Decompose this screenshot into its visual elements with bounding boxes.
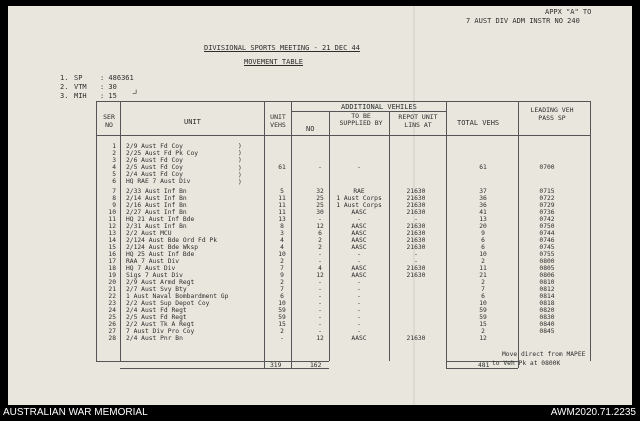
row-unit-vehs: 11 [278,202,286,209]
row-ser-no: 15 [108,244,116,251]
row-unit-vehs: 4 [280,237,284,244]
row-unit: 1 Aust Naval Bombardment Gp [126,293,229,300]
row-unit-vehs: 8 [280,223,284,230]
row-ser-no: 11 [108,216,116,223]
total-vehs: 481 [478,362,490,369]
row-report-at: - [414,251,418,258]
row-ser-no: 13 [108,230,116,237]
column-rule [329,111,330,361]
row-ser-no: 25 [108,314,116,321]
row-unit-vehs: 7 [280,265,284,272]
row-ser-no: 26 [108,321,116,328]
header-total-vehs: TOTAL VEHS [457,119,500,127]
row-additional-no: - [318,328,322,335]
row-report-at: 21630 [406,265,426,272]
row-total-vehs: 6 [481,244,485,251]
row-unit-vehs: 11 [278,195,286,202]
row-leading-veh: 0755 [539,251,555,258]
row-ser-no: 8 [112,195,116,202]
row-additional-no: 4 [318,265,322,272]
row-unit-vehs: 11 [278,209,286,216]
row-ser-no: 3 [112,157,116,164]
row-ser-no: 14 [108,237,116,244]
row28-note-line-1: Move direct from MAPEE [502,351,586,358]
row-leading-veh: 0845 [539,328,555,335]
row-leading-veh: 0722 [539,195,555,202]
row-unit: 7 Aust Div Pro Coy [126,328,195,335]
column-rule [389,111,390,361]
row-leading-veh: 0818 [539,300,555,307]
row-unit: HQ 25 Aust Inf Bde [126,251,195,258]
row-unit: RAA 7 Aust Div [126,258,180,265]
total-unit-vehs: 319 [270,362,282,369]
row-leading-veh: 0745 [539,244,555,251]
row-supplied-by: AASC [351,265,367,272]
note-value: : 15 [100,92,117,100]
row-supplied-by: 1 Aust Corps [336,195,382,202]
row-report-at: - [414,216,418,223]
header-no: NO [306,125,315,133]
row-leading-veh: 0814 [539,293,555,300]
header-bottom-border [96,135,590,136]
row-supplied-by: RAE [353,188,365,195]
row-supplied-by: 1 Aust Corps [336,202,382,209]
row-unit-vehs: 7 [280,286,284,293]
row-unit-vehs: 9 [280,272,284,279]
row-total-vehs: 59 [479,307,487,314]
row-leading-veh: 0736 [539,209,555,216]
row-unit-vehs: 59 [278,314,286,321]
row-unit: HQ 21 Aust Inf Bde [126,216,195,223]
row-leading-veh: 0715 [539,188,555,195]
note-value: : 486361 [100,74,134,82]
grouping-brace: ) ) ) ) ) ) [238,143,242,187]
pen-tick-mark: ⌟ [131,82,139,96]
row-supplied-by: - [357,321,361,328]
row-supplied-by: AASC [351,237,367,244]
row-total-vehs: 37 [479,188,487,195]
row-total-vehs: 6 [481,237,485,244]
row-unit-vehs: - [280,335,284,342]
column-rule [96,101,97,361]
row-leading-veh: 0806 [539,272,555,279]
totals-bottom-border [120,368,329,369]
row-supplied-by: - [357,300,361,307]
row-additional-no: - [318,216,322,223]
total-additional-no: 162 [310,362,322,369]
row-unit-vehs: 2 [280,258,284,265]
row-total-vehs: 2 [481,279,485,286]
document-page [8,6,632,405]
row-ser-no: 10 [108,209,116,216]
row-supplied-by: - [357,307,361,314]
row-total-vehs: 6 [481,293,485,300]
row-leading-veh: 0805 [539,265,555,272]
row-supplied-by: - [357,286,361,293]
header-report-at: REPOT UNIT LINS AT [398,113,438,129]
row-total-vehs: 36 [479,202,487,209]
row-supplied-by: AASC [351,272,367,279]
row-report-at: 21630 [406,188,426,195]
row-supplied-by: - [357,328,361,335]
row-supplied-by: - [357,251,361,258]
row-unit-vehs: 13 [278,216,286,223]
header-leading-veh: LEADING VEH PASS SP [530,106,574,122]
row-unit: 2/9 Aust Armd Regt [126,279,195,286]
table-top-border [96,101,590,102]
row-unit: 2/124 Aust Bde Wksp [126,244,199,251]
row-unit-vehs: 5 [280,188,284,195]
header-unit: UNIT [184,118,201,126]
row-total-vehs: 41 [479,209,487,216]
row-leading-veh: 0742 [539,216,555,223]
row-unit: 2/16 Aust Inf Bn [126,202,187,209]
header-ser-no: SER NO [103,113,115,129]
column-rule [291,101,292,368]
row-ser-no: 19 [108,272,116,279]
row-ser-no: 9 [112,202,116,209]
note-number: 1. [60,74,69,82]
row-leading-veh: 0810 [539,279,555,286]
row-additional-no: 12 [316,335,324,342]
row-additional-no: - [318,293,322,300]
row-report-at: 21630 [406,223,426,230]
row-unit-vehs: 10 [278,300,286,307]
row-ser-no: 16 [108,251,116,258]
row-additional-no: 30 [316,209,324,216]
row-additional-no: - [318,307,322,314]
row-unit: 2/124 Aust Bde Ord Fd Pk [126,237,217,244]
row-total-vehs: 59 [479,314,487,321]
row-report-at: 21630 [406,237,426,244]
row-unit: 2/7 Aust Svy Bty [126,286,187,293]
row-unit: 2/31 Aust Inf Bn [126,223,187,230]
row-ser-no: 1 [112,143,116,150]
row-unit-vehs: 59 [278,307,286,314]
row-total-vehs: 13 [479,216,487,223]
row-leading-veh: 0800 [539,258,555,265]
row-additional-no: - [318,258,322,265]
row-ser-no: 7 [112,188,116,195]
row-ser-no: 21 [108,286,116,293]
row-report-at: - [414,258,418,265]
header-unit-vehs: UNIT VEHS [270,113,286,129]
row-ser-no: 23 [108,300,116,307]
row-additional-no: - [318,164,322,171]
column-rule [590,101,591,361]
row-additional-no: 12 [316,272,324,279]
appendix-line-2: 7 AUST DIV ADM INSTR NO 240 [466,17,580,25]
row-additional-no: - [318,251,322,258]
row-leading-veh: 0700 [539,164,555,171]
row-total-vehs: 7 [481,286,485,293]
row-unit-vehs: 6 [280,293,284,300]
totals-top-border [96,361,329,362]
row-unit: 2/6 Aust Fd Coy [126,157,183,164]
row-unit: 2/4 Aust Pnr Bn [126,335,183,342]
row-ser-no: 5 [112,171,116,178]
row-additional-no: - [318,314,322,321]
row-unit-vehs: 15 [278,321,286,328]
row-supplied-by: AASC [351,230,367,237]
row-unit: Sigs 7 Aust Div [126,272,183,279]
row-ser-no: 20 [108,279,116,286]
row-total-vehs: 12 [479,335,487,342]
note-value: : 30 [100,83,117,91]
note-key: MIH [74,92,87,100]
row-supplied-by: AASC [351,209,367,216]
row-unit-vehs: 10 [278,251,286,258]
row-unit-vehs: 3 [280,230,284,237]
row-unit-vehs: 61 [278,164,286,171]
row-supplied-by: - [357,279,361,286]
row-total-vehs: 2 [481,258,485,265]
row-unit: 2/4 Aust Fd Regt [126,307,187,314]
document-subtitle: MOVEMENT TABLE [244,58,304,66]
row-supplied-by: AASC [351,223,367,230]
row-total-vehs: 36 [479,195,487,202]
footer-source: AUSTRALIAN WAR MEMORIAL [3,407,148,418]
header-supplied-by: TO BE SUPPLIED BY [339,112,383,127]
row-total-vehs: 9 [481,230,485,237]
row-supplied-by: - [357,314,361,321]
row-ser-no: 27 [108,328,116,335]
row-unit-vehs: 2 [280,279,284,286]
row-additional-no: - [318,300,322,307]
row-ser-no: 17 [108,258,116,265]
row-additional-no: 6 [318,230,322,237]
row-total-vehs: 2 [481,328,485,335]
row-unit: HQ 7 Aust Div [126,265,176,272]
appendix-line-1: APPX "A" TO [545,8,592,16]
row-total-vehs: 10 [479,300,487,307]
document-title: DIVISIONAL SPORTS MEETING - 21 DEC 44 [204,44,360,52]
row-supplied-by: AASC [351,244,367,251]
row-ser-no: 22 [108,293,116,300]
row-leading-veh: 0812 [539,286,555,293]
row-supplied-by: - [357,216,361,223]
header-additional-vehicles: ADDITIONAL VEHILES [341,103,417,111]
row-unit: 2/2 Aust MCU [126,230,172,237]
row-report-at: 21630 [406,209,426,216]
row-additional-no: 25 [316,195,324,202]
row-unit: 2/33 Aust Inf Bn [126,188,187,195]
row-ser-no: 28 [108,335,116,342]
column-rule [120,101,121,361]
row-report-at: 21630 [406,195,426,202]
row-ser-no: 6 [112,178,116,185]
row-total-vehs: 21 [479,272,487,279]
row-ser-no: 24 [108,307,116,314]
row-leading-veh: 0750 [539,223,555,230]
row-leading-veh: 0744 [539,230,555,237]
row-additional-no: 25 [316,202,324,209]
row-additional-no: 2 [318,244,322,251]
row-supplied-by: - [357,258,361,265]
row-unit-vehs: 2 [280,328,284,335]
row-supplied-by: - [357,293,361,300]
row-total-vehs: 61 [479,164,487,171]
row-additional-no: 32 [316,188,324,195]
row-unit: 2/2 Aust Tk A Regt [126,321,195,328]
row-additional-no: 2 [318,237,322,244]
row-ser-no: 18 [108,265,116,272]
row-unit: 2/27 Aust Inf Bn [126,209,187,216]
column-rule [446,101,447,368]
column-rule [264,101,265,368]
row-unit: 2/5 Aust Fd Coy [126,164,183,171]
note-number: 3. [60,92,69,100]
row-total-vehs: 11 [479,265,487,272]
row-report-at: 21630 [406,230,426,237]
row-unit: 2/2 Aust Sup Depot Coy [126,300,210,307]
row28-note-line-2: to Veh Pk at 0800K [492,360,561,367]
row-ser-no: 4 [112,164,116,171]
row-unit: 2/14 Aust Inf Bn [126,195,187,202]
row-total-vehs: 15 [479,321,487,328]
row-total-vehs: 20 [479,223,487,230]
row-report-at: 21630 [406,272,426,279]
row-ser-no: 2 [112,150,116,157]
row-unit: HQ RAE 7 Aust Div [126,178,191,185]
note-key: SP [74,74,83,82]
row-supplied-by: - [357,164,361,171]
row-report-at: 21630 [406,202,426,209]
row-leading-veh: 0840 [539,321,555,328]
note-key: VTM [74,83,87,91]
row-unit-vehs: 4 [280,244,284,251]
row-report-at: 21630 [406,335,426,342]
column-rule [518,101,519,368]
row-leading-veh: 0729 [539,202,555,209]
row-ser-no: 12 [108,223,116,230]
row-unit: 2/9 Aust Fd Coy [126,143,183,150]
row-leading-veh: 0830 [539,314,555,321]
row-total-vehs: 10 [479,251,487,258]
row-leading-veh: 0746 [539,237,555,244]
note-number: 2. [60,83,69,91]
row-additional-no: - [318,286,322,293]
row-leading-veh: 0820 [539,307,555,314]
row-supplied-by: AASC [351,335,367,342]
row-unit: 2/5 Aust Fd Regt [126,314,187,321]
row-additional-no: - [318,279,322,286]
row-additional-no: - [318,321,322,328]
row-additional-no: 12 [316,223,324,230]
row-unit: 2/4 Aust Fd Coy [126,171,183,178]
footer-accession: AWM2020.71.2235 [550,407,636,418]
row-unit: 2/25 Aust Fd Pk Coy [126,150,199,157]
row-report-at: 21630 [406,244,426,251]
